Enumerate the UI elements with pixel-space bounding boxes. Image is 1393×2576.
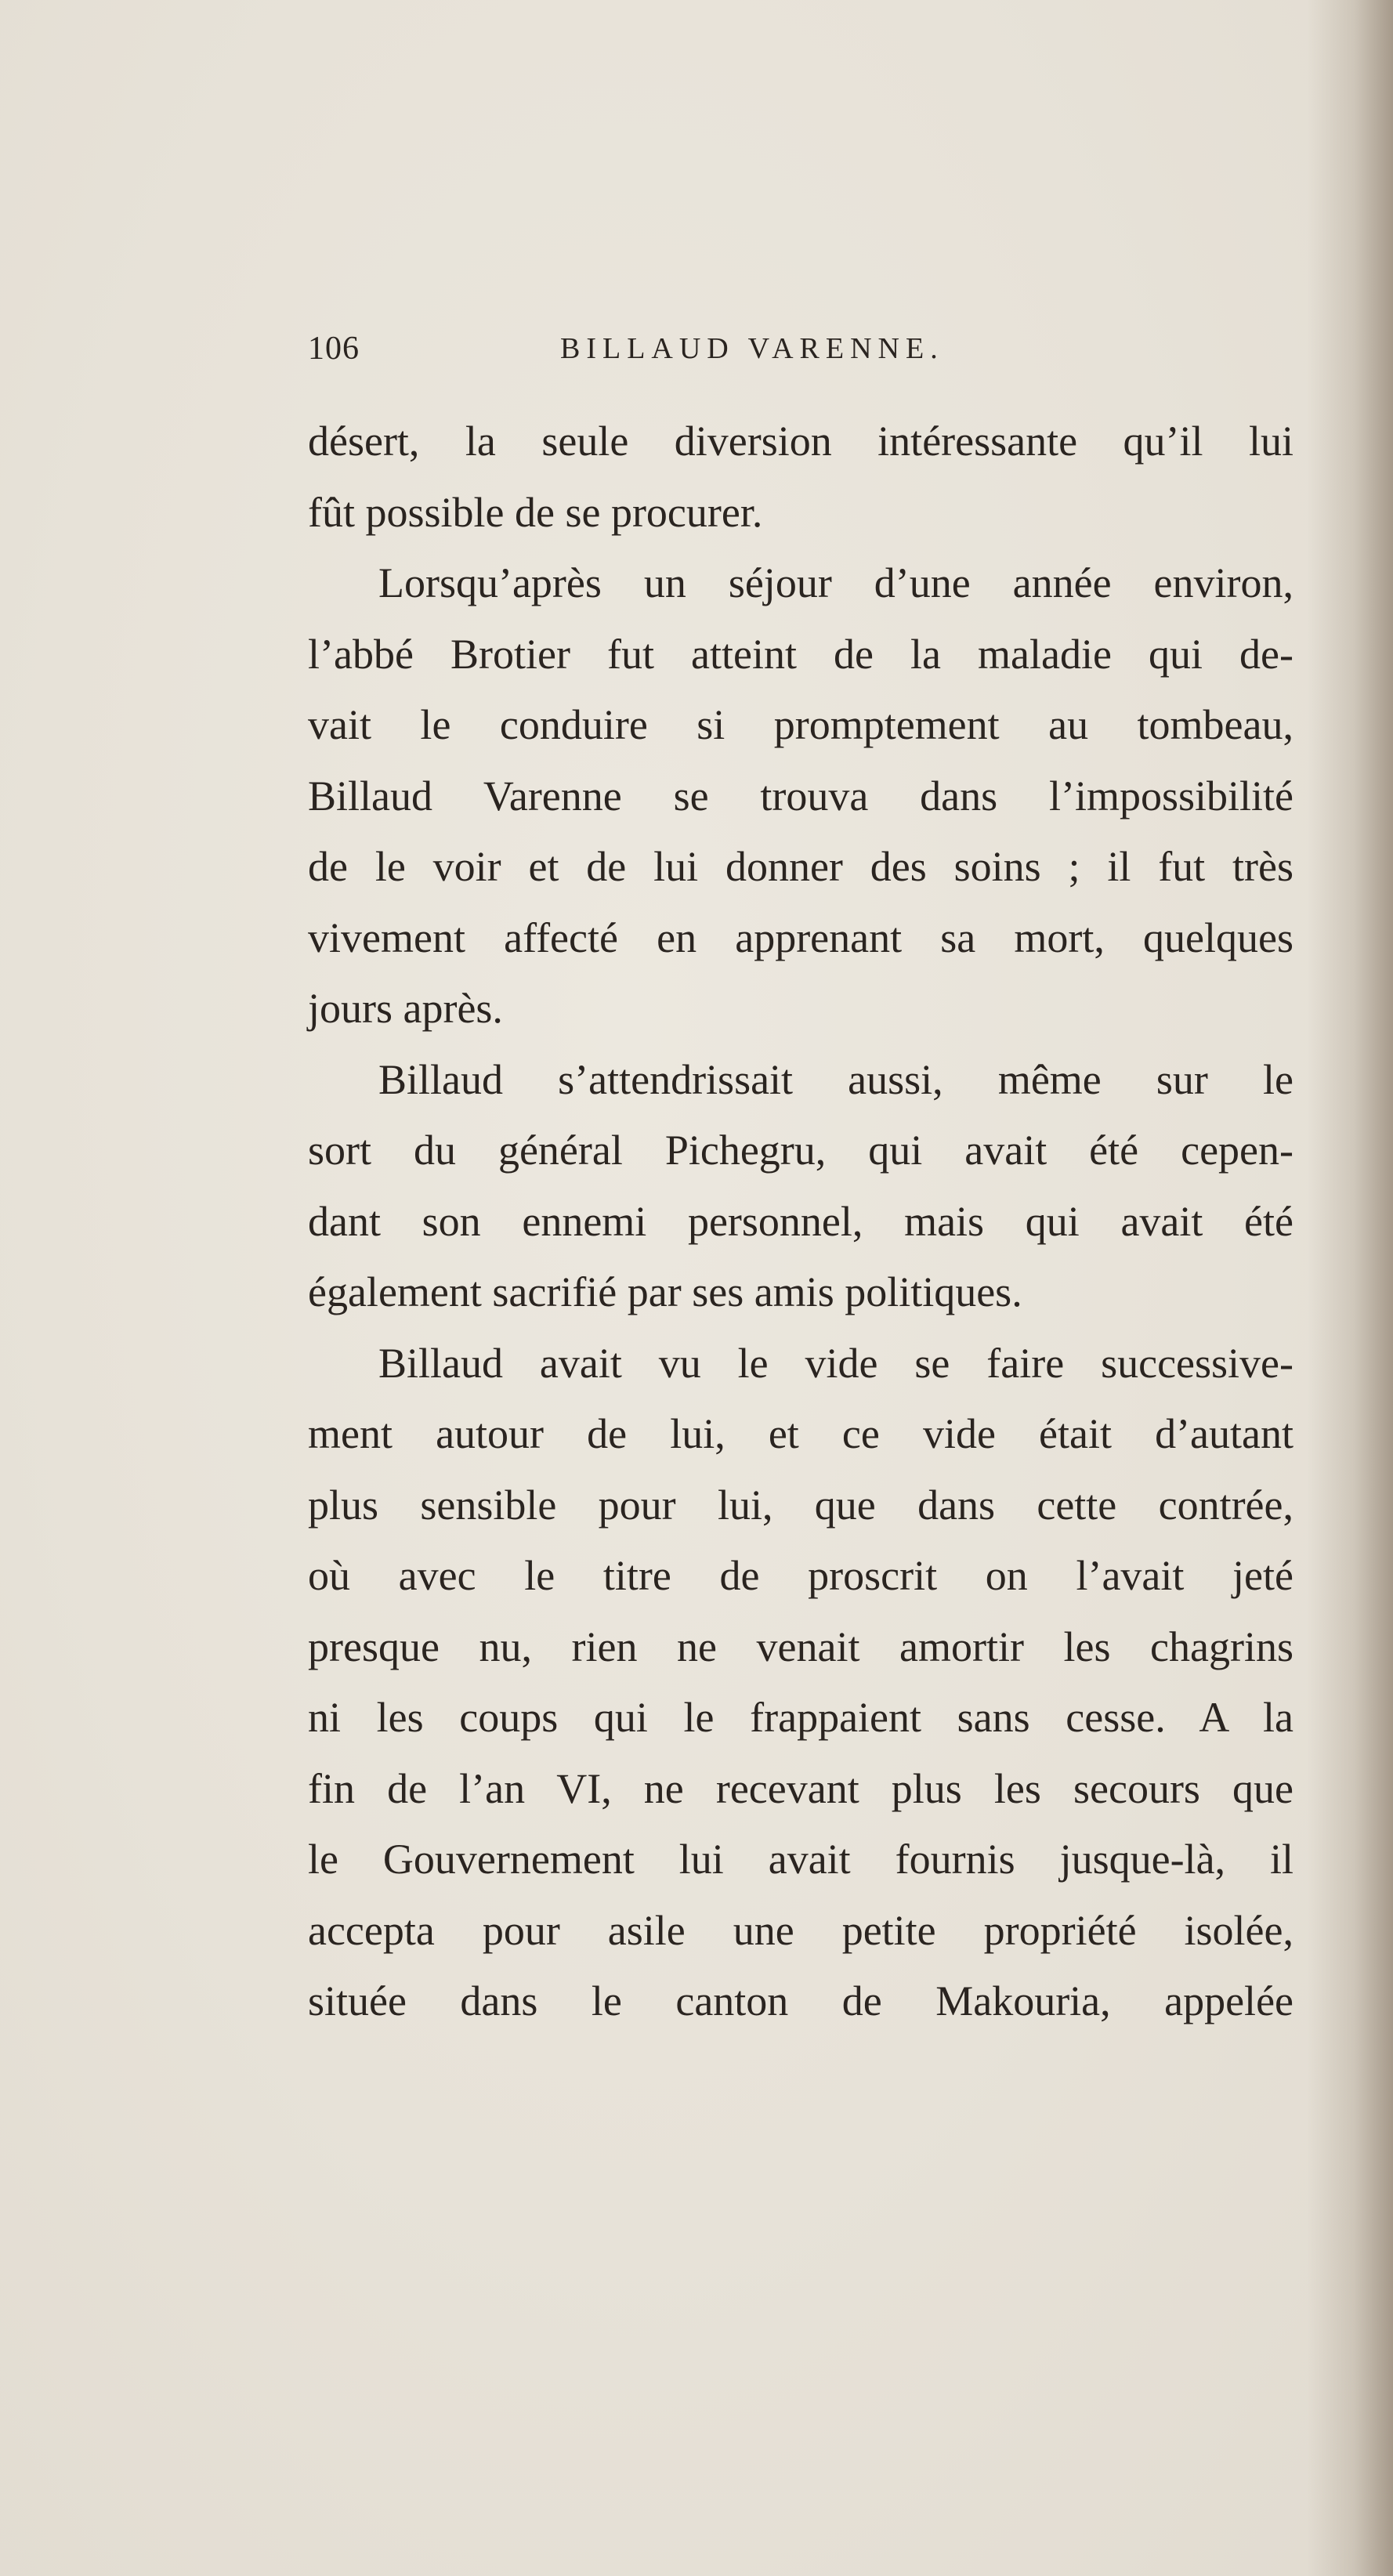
text-line: dant son ennemi personnel, mais qui avait été xyxy=(308,1197,1294,1245)
text-line: vivement affecté en apprenant sa mort, quelques xyxy=(308,914,1294,961)
text-line: plus sensible pour lui, que dans cette contrée, xyxy=(308,1481,1294,1529)
text-line: ment autour de lui, et ce vide était d’autant xyxy=(308,1410,1294,1457)
text-line: désert, la seule diversion intéressante qu’il lui xyxy=(308,418,1294,465)
text-line: sort du général Pichegru, qui avait été cepen- xyxy=(308,1127,1294,1174)
text-line: Billaud Varenne se trouva dans l’impossibilité xyxy=(308,772,1294,819)
text-line: presque nu, rien ne venait amortir les chagrins xyxy=(308,1623,1294,1670)
text-line: Lorsqu’après un séjour d’une année environ, xyxy=(378,559,1294,606)
text-line: où avec le titre de proscrit on l’avait jeté xyxy=(308,1552,1294,1599)
text-line: fût possible de se procurer. xyxy=(308,488,763,536)
page-number: 106 xyxy=(308,331,360,367)
page-edge-shadow xyxy=(1307,0,1393,2576)
text-line: de le voir et de lui donner des soins ; il fut très xyxy=(308,843,1294,890)
running-title: BILLAUD VARENNE. xyxy=(560,332,944,365)
running-header xyxy=(308,321,1294,376)
text-line: ni les coups qui le frappaient sans cesse. A la xyxy=(308,1694,1294,1741)
text-line: également sacrifié par ses amis politiques. xyxy=(308,1268,1022,1315)
text-line: accepta pour asile une petite propriété isolée, xyxy=(308,1906,1294,1954)
body-text xyxy=(308,406,1294,2037)
text-line: Billaud avait vu le vide se faire successive- xyxy=(378,1339,1294,1387)
text-line: vait le conduire si promptement au tombeau, xyxy=(308,701,1294,748)
text-line: le Gouvernement lui avait fournis jusque-là, il xyxy=(308,1836,1294,1883)
text-line: située dans le canton de Makouria, appelée xyxy=(308,1977,1294,2024)
text-line: Billaud s’attendrissait aussi, même sur le xyxy=(378,1055,1294,1103)
text-line: l’abbé Brotier fut atteint de la maladie qui de- xyxy=(308,630,1294,678)
text-line: jours après. xyxy=(308,985,503,1032)
text-line: fin de l’an VI, ne recevant plus les secours que xyxy=(308,1764,1294,1812)
